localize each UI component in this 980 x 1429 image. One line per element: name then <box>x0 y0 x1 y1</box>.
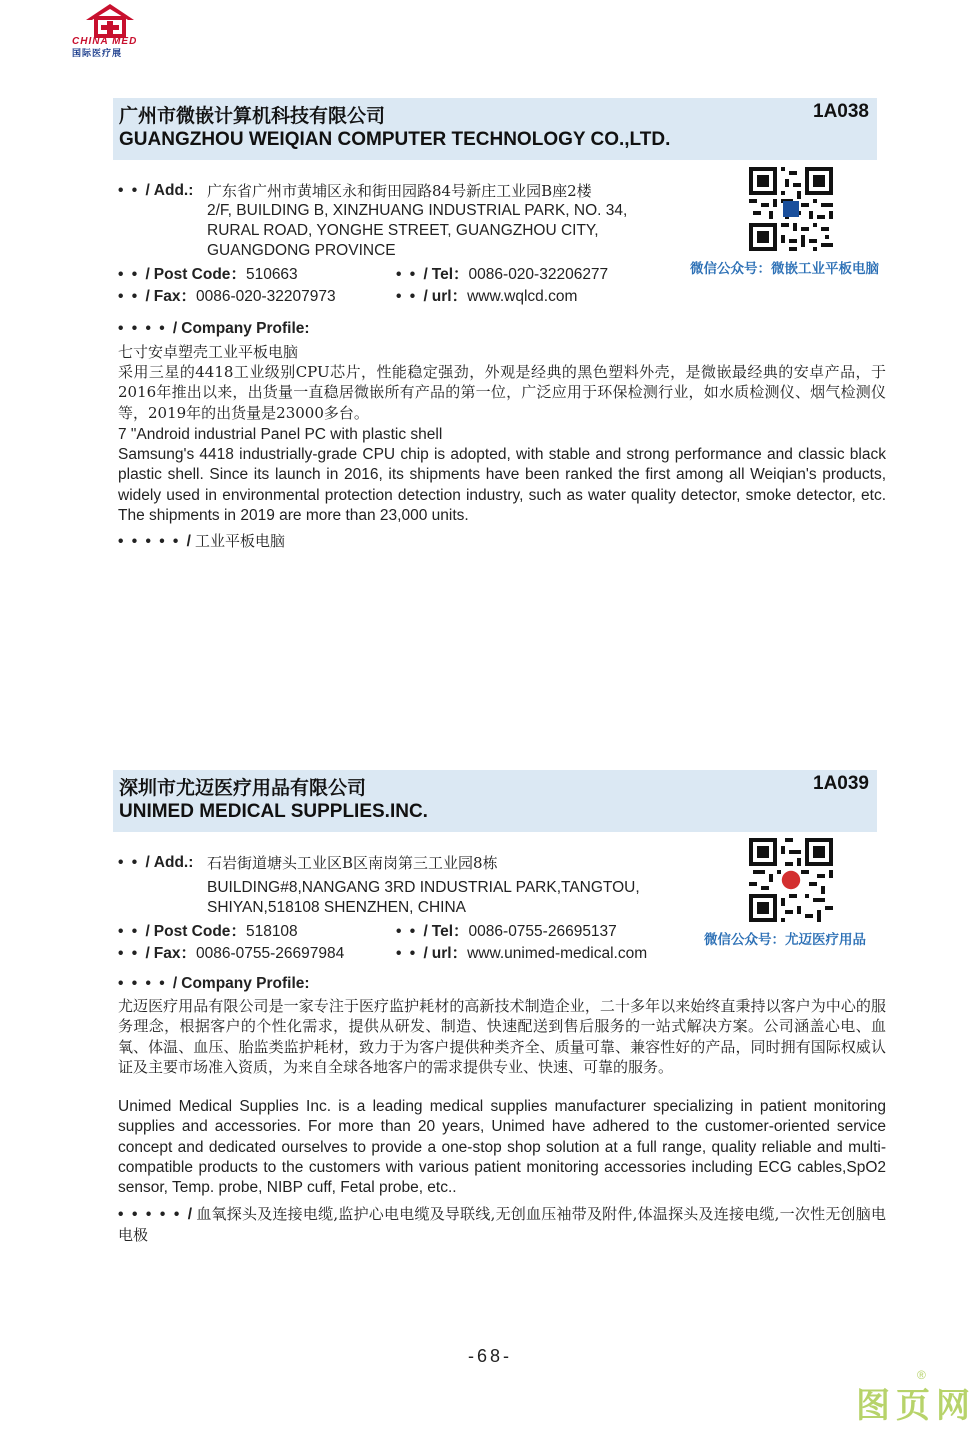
url-link[interactable]: www.wqlcd.com <box>467 288 578 305</box>
tel-label: Tel <box>431 923 454 940</box>
qr-code-icon <box>749 838 833 922</box>
fax-value: 0086-020-32207973 <box>196 288 336 305</box>
address-en-line: GUANGDONG PROVINCE <box>207 242 396 259</box>
wechat-account: 微信公众号：微嵌工业平板电脑 <box>690 261 879 276</box>
fax-label: Fax <box>153 288 181 305</box>
address-en-line: RURAL ROAD, YONGHE STREET, GUANGZHOU CITY, <box>207 222 599 239</box>
address-en-line: 2/F, BUILDING B, XINZHUANG INDUSTRIAL PARK, NO. 34, <box>207 202 628 219</box>
address-cn: 石岩街道塘头工业区B区南岗第三工业园8栋 <box>207 854 498 872</box>
watermark-registered-mark: ® <box>917 1368 926 1382</box>
company-profile-label: Company Profile <box>181 975 305 992</box>
post-code-row: • • / Post Code：510663 <box>118 266 298 283</box>
products-text: 血氧探头及连接电缆,监护心电电缆及导联线,无创血压袖带及附件,体温探头及连接电缆,一次性无创脑电电极 <box>118 1205 886 1245</box>
address-label-row: • • / Add.: <box>118 854 194 871</box>
address-label-row: • • / Add.: <box>118 182 194 199</box>
url-link[interactable]: www.unimed-medical.com <box>467 945 648 962</box>
company-profile-label-row: • • • • / Company Profile: <box>118 975 310 992</box>
watermark: 图页网 <box>856 1387 976 1425</box>
address-label: Add. <box>153 182 189 199</box>
tel-row: • • / Tel：0086-020-32206277 <box>396 266 609 283</box>
profile-text-cn: 采用三星的4418工业级别CPU芯片，性能稳定强劲，外观是经典的黑色塑料外壳，是微嵌最经典的安卓产品，于2016年推出以来，出货量一直稳居微嵌所有产品的第一位，广泛应用于环保检测行业，如水质检测仪、烟气检测仪等，2019年的出货量是23000多台。 <box>118 363 886 422</box>
address-en-line: BUILDING#8,NANGANG 3RD INDUSTRIAL PARK,TANGTOU, <box>207 879 640 896</box>
post-code-label: Post Code <box>153 923 231 940</box>
company-name-cn: 广州市微嵌计算机科技有限公司 <box>119 106 386 127</box>
company-name-en: GUANGZHOU WEIQIAN COMPUTER TECHNOLOGY CO.,LTD. <box>119 129 671 150</box>
products-row: • • • • • / 血氧探头及连接电缆,监护心电电缆及导联线,无创血压袖带及附件,体温探头及连接电缆,一次性无创脑电电极 <box>118 1205 886 1245</box>
fax-label: Fax <box>153 945 181 962</box>
booth-number: 1A038 <box>813 101 869 122</box>
tel-value: 0086-020-32206277 <box>468 266 609 283</box>
profile-text-en: Samsung's 4418 industrially-grade CPU chip is adopted, with stable and strong performance and classic black plastic shell. Since its launch in 2016, its shipments have been ranked the first among all Weiqian's products, widely used in environmental protection detection industry, such as water quality detector, smoke detector, etc. The shipments in 2019 are more than 23,000 units. <box>118 446 886 524</box>
address-label: Add. <box>153 854 189 871</box>
address-cn: 广东省广州市黄埔区永和街田园路84号新庄工业园B座2楼 <box>207 182 592 200</box>
fax-value: 0086-0755-26697984 <box>196 945 345 962</box>
logo-text-cn: 国际医疗展 <box>72 48 123 58</box>
booth-number: 1A039 <box>813 773 869 794</box>
tel-label: Tel <box>431 266 454 283</box>
page-number: -68- <box>467 1346 512 1366</box>
post-code-row: • • / Post Code：518108 <box>118 923 298 940</box>
fax-row: • • / Fax：0086-0755-26697984 <box>118 945 345 962</box>
profile-title-en: 7 "Android industrial Panel PC with plastic shell <box>118 426 443 443</box>
url-label: url <box>431 945 452 962</box>
bullet-dots: • • / <box>118 182 152 199</box>
profile-title-cn: 七寸安卓塑壳工业平板电脑 <box>118 343 299 361</box>
exhibitor-header <box>113 770 877 832</box>
url-label: url <box>431 288 452 305</box>
fax-row: • • / Fax：0086-020-32207973 <box>118 288 336 305</box>
products-text: 工业平板电脑 <box>194 532 285 550</box>
tel-value: 0086-0755-26695137 <box>468 923 617 940</box>
company-name-cn: 深圳市尤迈医疗用品有限公司 <box>119 778 367 799</box>
products-row: • • • • • / 工业平板电脑 <box>118 532 285 550</box>
profile-text-en: Unimed Medical Supplies Inc. is a leading medical supplies manufacturer specializing in patient monitoring supplies and accessories. For more than 20 years, Unimed have adhered to the customer-oriented service concept and dedicated ourselves to provide a one-stop shop solution at a full range, quality reliable and multi-compatible products to the customers with various patient monitoring accessories including ECG cables,SpO2 sensor, Temp. probe, NIBP cuff, Fetal probe, etc.. <box>118 1098 886 1197</box>
wechat-account: 微信公众号：尤迈医疗用品 <box>704 932 866 947</box>
qr-code-icon <box>749 167 833 251</box>
company-profile-label-row: • • • • / Company Profile: <box>118 320 310 337</box>
post-code-label: Post Code <box>153 266 231 283</box>
tel-row: • • / Tel：0086-0755-26695137 <box>396 923 617 940</box>
url-row: • • / url：www.wqlcd.com <box>396 288 578 305</box>
post-code-value: 510663 <box>245 266 298 283</box>
company-profile-label: Company Profile <box>181 320 305 337</box>
exhibitor-header <box>113 98 877 160</box>
post-code-value: 518108 <box>245 923 298 940</box>
company-name-en: UNIMED MEDICAL SUPPLIES.INC. <box>119 801 428 822</box>
logo-text-en: CHINA MED <box>72 36 138 47</box>
address-en-line: SHIYAN,518108 SHENZHEN, CHINA <box>207 899 466 916</box>
url-row: • • / url：www.unimed-medical.com <box>396 945 648 962</box>
profile-text-cn: 尤迈医疗用品有限公司是一家专注于医疗监护耗材的高新技术制造企业，二十多年以来始终直秉持以客户为中心的服务理念，根据客户的个性化需求，提供从研发、制造、快速配送到售后服务的一站式解决方案。公司涵盖心电、血氧、体温、血压、胎监类监护耗材，致力于为客户提供种类齐全、质量可靠、兼容性好的产品，同时拥有国际权威认证及主要市场准入资质，为来自全球各地客户的需求提供专业、快速、可靠的服务。 <box>118 997 886 1076</box>
